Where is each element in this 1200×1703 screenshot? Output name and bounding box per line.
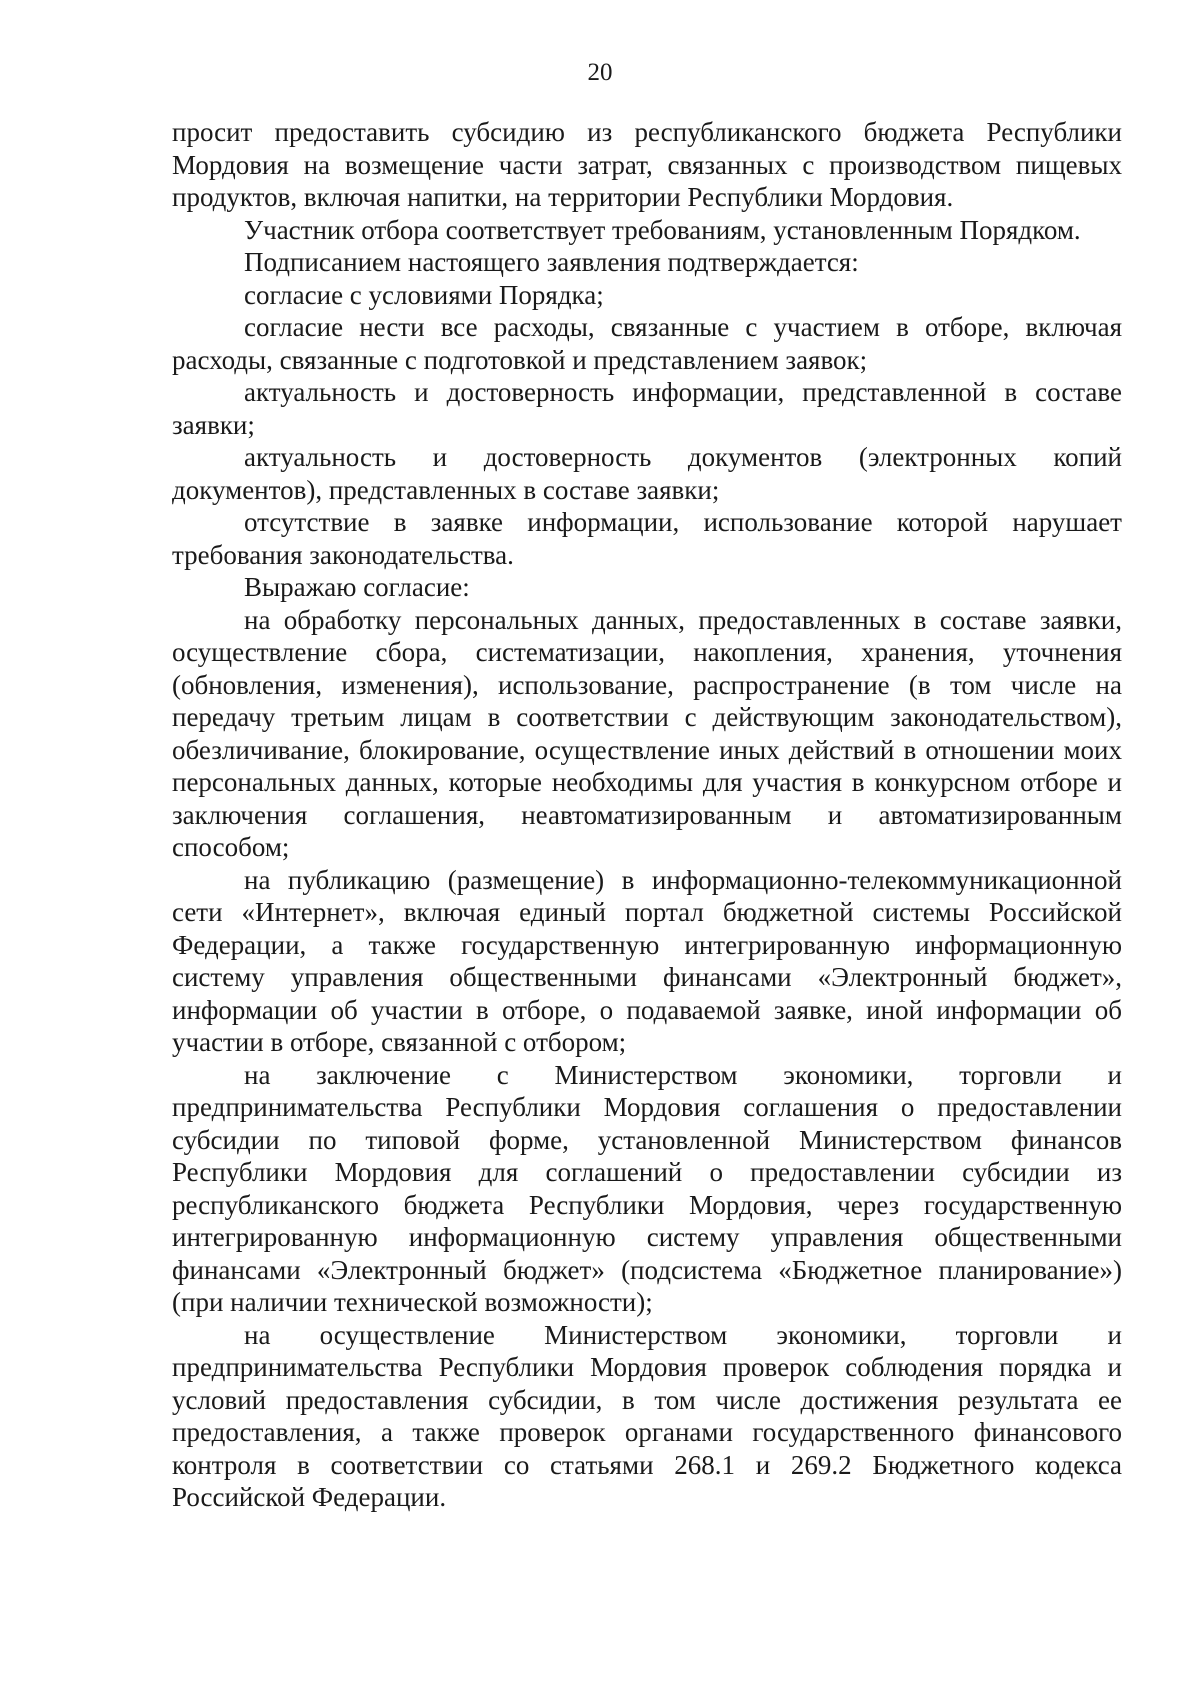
- paragraph-consent-expenses: согласие нести все расходы, связанные с участием в отборе, включая расходы, связанные с подготовкой и представлением заявок;: [172, 312, 1122, 375]
- paragraph-personal-data: на обработку персональных данных, предоставленных в составе заявки, осуществление сбора, систематизации, накопления, хранения, уточнения (обновления, изменения), использование, распространение (в том числе на передачу третьим лицам в соответствии с действующим законодательством), обезличивание, блокирование, осуществление иных действий в отношении моих персональных данных, которые необходимы для участия в конкурсном отборе и заключения соглашения, неавтоматизированным и автоматизированным способом;: [172, 604, 1122, 862]
- paragraph-info-accuracy: актуальность и достоверность информации, представленной в составе заявки;: [172, 377, 1122, 440]
- paragraph-express-consent: Выражаю согласие:: [244, 572, 470, 602]
- paragraph-request: просит предоставить субсидию из республиканского бюджета Республики Мордовия на возмещение части затрат, связанных с производством пищевых продуктов, включая напитки, на территории Республики Мордовия.: [172, 117, 1122, 212]
- paragraph-participant-compliance: Участник отбора соответствует требованиям, установленным Порядком.: [244, 214, 1081, 245]
- paragraph-consent-conditions: согласие с условиями Порядка;: [244, 279, 604, 310]
- paragraph-publication: на публикацию (размещение) в информационно-телекоммуникационной сети «Интернет», включая единый портал бюджетной системы Российской Федерации, а также государственную интегрированную информационную систему управления общественными финансами «Электронный бюджет», информации об участии в отборе, о подаваемой заявке, иной информации об участии в отборе, связанной с отбором;: [172, 864, 1122, 1057]
- document-body: [172, 116, 1122, 1514]
- paragraph-agreement: на заключение с Министерством экономики, торговли и предпринимательства Республики Мордовия соглашения о предоставлении субсидии по типовой форме, установленной Министерством финансов Республики Мордовия для соглашений о предоставлении субсидии из республиканского бюджета Республики Мордовия, через государственную интегрированную информационную систему управления общественными финансами «Электронный бюджет» (подсистема «Бюджетное планирование») (при наличии технической возможности);: [172, 1059, 1122, 1317]
- paragraph-inspections: на осуществление Министерством экономики, торговли и предпринимательства Республики Мордовия проверок соблюдения порядка и условий предоставления субсидии, в том числе достижения результата ее предоставления, а также проверок органами государственного финансового контроля в соответствии со статьями 268.1 и 269.2 Бюджетного кодекса Российской Федерации.: [172, 1319, 1122, 1512]
- paragraph-documents-accuracy: актуальность и достоверность документов (электронных копий документов), представленных в составе заявки;: [172, 442, 1122, 505]
- paragraph-signing-confirms: Подписанием настоящего заявления подтверждается:: [244, 247, 859, 277]
- page-number: 20: [587, 59, 613, 86]
- paragraph-no-violating-info: отсутствие в заявке информации, использование которой нарушает требования законодательства.: [172, 507, 1122, 570]
